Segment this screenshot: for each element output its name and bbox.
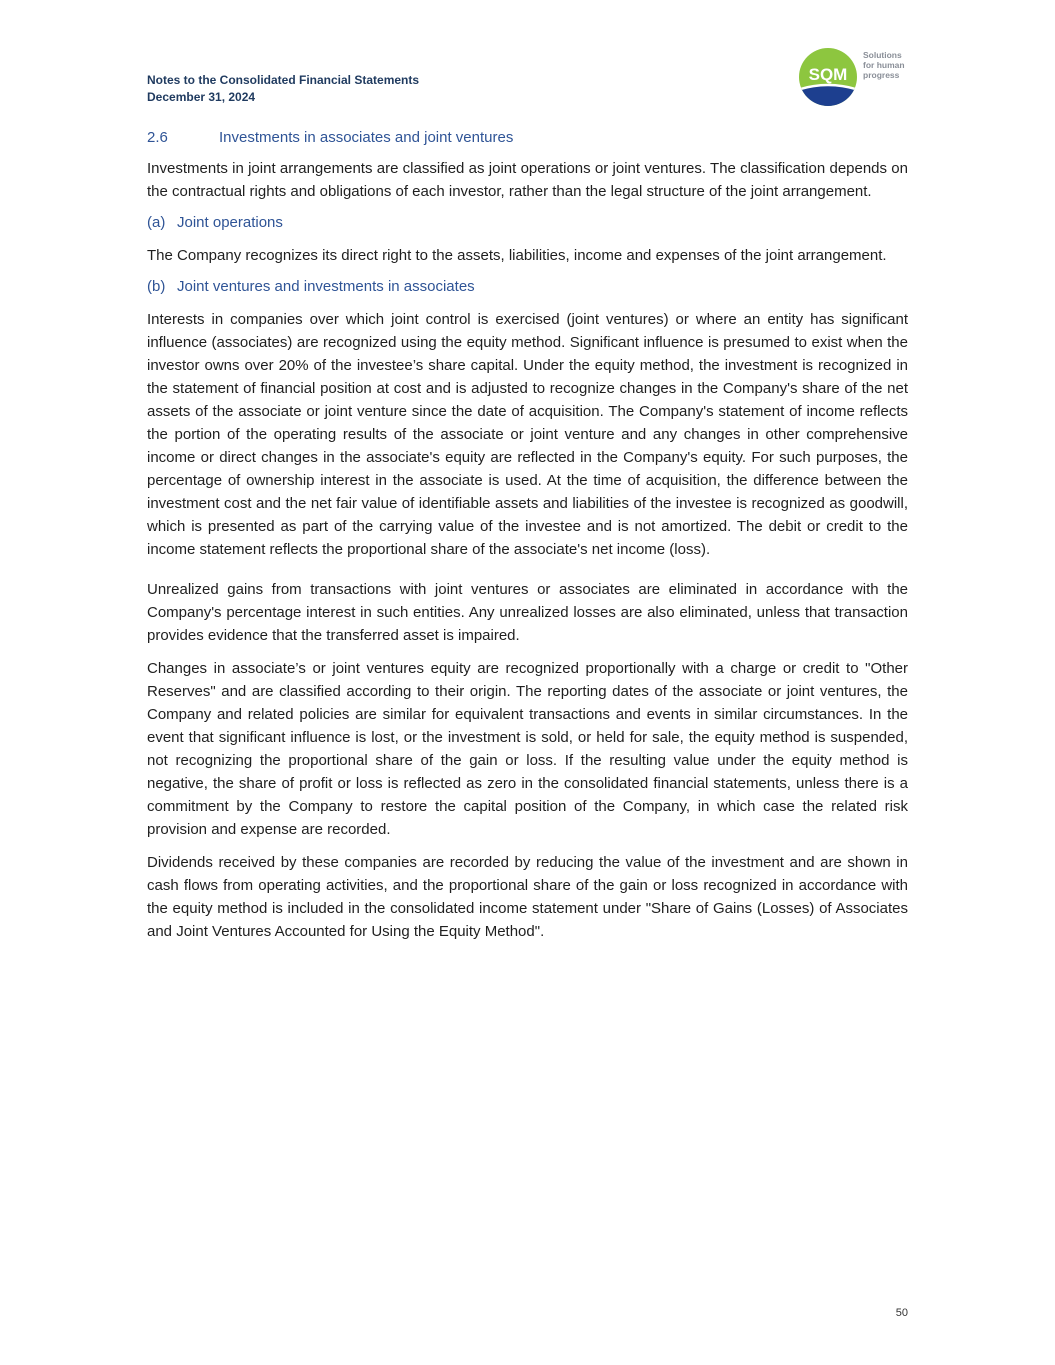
page-number: 50	[895, 1307, 908, 1319]
subsection-b-paragraph-3: Changes in associate’s or joint ventures equity are recognized proportionally with a charge or credit to "Other Reserves" and are classified according to their origin. The reporting dates of the associate or joint ventures, the Company and related policies are similar for equivalent transactions and events in similar circumstances. In the event that significant influence is lost, or the investment is sold, or held for sale, the equity method is suspended, not recognizing the proportional share of the gain or loss. If the resulting value under the equity method is negative, the share of profit or loss is reflected as zero in the consolidated financial statements, unless there is a commitment by the Company to restore the capital position of the Company, in which case the related risk provision and expense are recorded.	[147, 660, 908, 838]
subsection-a-heading	[147, 213, 908, 233]
header-title-line1: Notes to the Consolidated Financial Statements	[147, 73, 420, 87]
header-title	[147, 72, 419, 106]
section-intro-paragraph: Investments in joint arrangements are classified as joint operations or joint ventures. The classification depends on the contractual rights and obligations of each investor, rather than the legal structure of the joint arrangement.	[147, 160, 908, 200]
header-date: December 31, 2024	[147, 90, 256, 104]
subsection-b-paragraph-2: Unrealized gains from transactions with joint ventures or associates are eliminated in accordance with the Company's percentage interest in such entities. Any unrealized losses are also eliminated, unless that transaction provides evidence that the transferred asset is impaired.	[147, 581, 908, 644]
subsection-a-title: Joint operations	[177, 214, 283, 231]
subsection-b-label: (b)	[147, 278, 166, 295]
subsection-a-label: (a)	[147, 214, 166, 231]
sqm-logo-mark	[797, 46, 859, 108]
subsection-b-paragraph-4: Dividends received by these companies are recorded by reducing the value of the investment and are shown in cash flows from operating activities, and the proportional share of the gain or loss recognized in accordance with the equity method is included in the consolidated income statement under "Share of Gains (Losses) of Associates and Joint Ventures Accounted for Using the Equity Method".	[147, 854, 908, 940]
logo-tagline-line1: Solutions	[863, 50, 902, 60]
subsection-b-heading	[147, 277, 908, 297]
logo-tagline	[863, 50, 905, 80]
sqm-logo	[797, 46, 917, 108]
logo-tagline-line3: progress	[863, 70, 900, 80]
main-content	[147, 128, 908, 953]
subsection-b-paragraph-1: Interests in companies over which joint control is exercised (joint ventures) or where an entity has significant influence (associates) are recognized using the equity method. Significant influence is presumed to exist when the investor owns over 20% of the investee’s share capital. Under the equity method, the investment is recognized in the statement of financial position at cost and is adjusted to recognize changes in the Company's share of the net assets of the associate or joint venture since the date of acquisition. The Company's statement of income reflects the portion of the operating results of the associate or joint venture and any changes in other comprehensive income or direct changes in the associate's equity are reflected in the Company's equity. For such purposes, the percentage of ownership interest in the associate is used. At the time of acquisition, the difference between the investment cost and the net fair value of identifiable assets and liabilities of the investee is recognized as goodwill, which is presented as part of the carrying value of the investee and is not amortized. The debit or credit to the income statement reflects the proportional share of the associate's net income (loss).	[147, 311, 908, 558]
section-heading	[147, 128, 908, 148]
subsection-a-paragraph: The Company recognizes its direct right to the assets, liabilities, income and expenses of the joint arrangement.	[147, 247, 887, 264]
logo-text: SQM	[808, 65, 848, 84]
section-number: 2.6	[147, 129, 168, 146]
logo-tagline-line2: for human	[863, 60, 905, 70]
subsection-b-title: Joint ventures and investments in associates	[177, 278, 475, 295]
section-title: Investments in associates and joint ventures	[219, 129, 514, 146]
